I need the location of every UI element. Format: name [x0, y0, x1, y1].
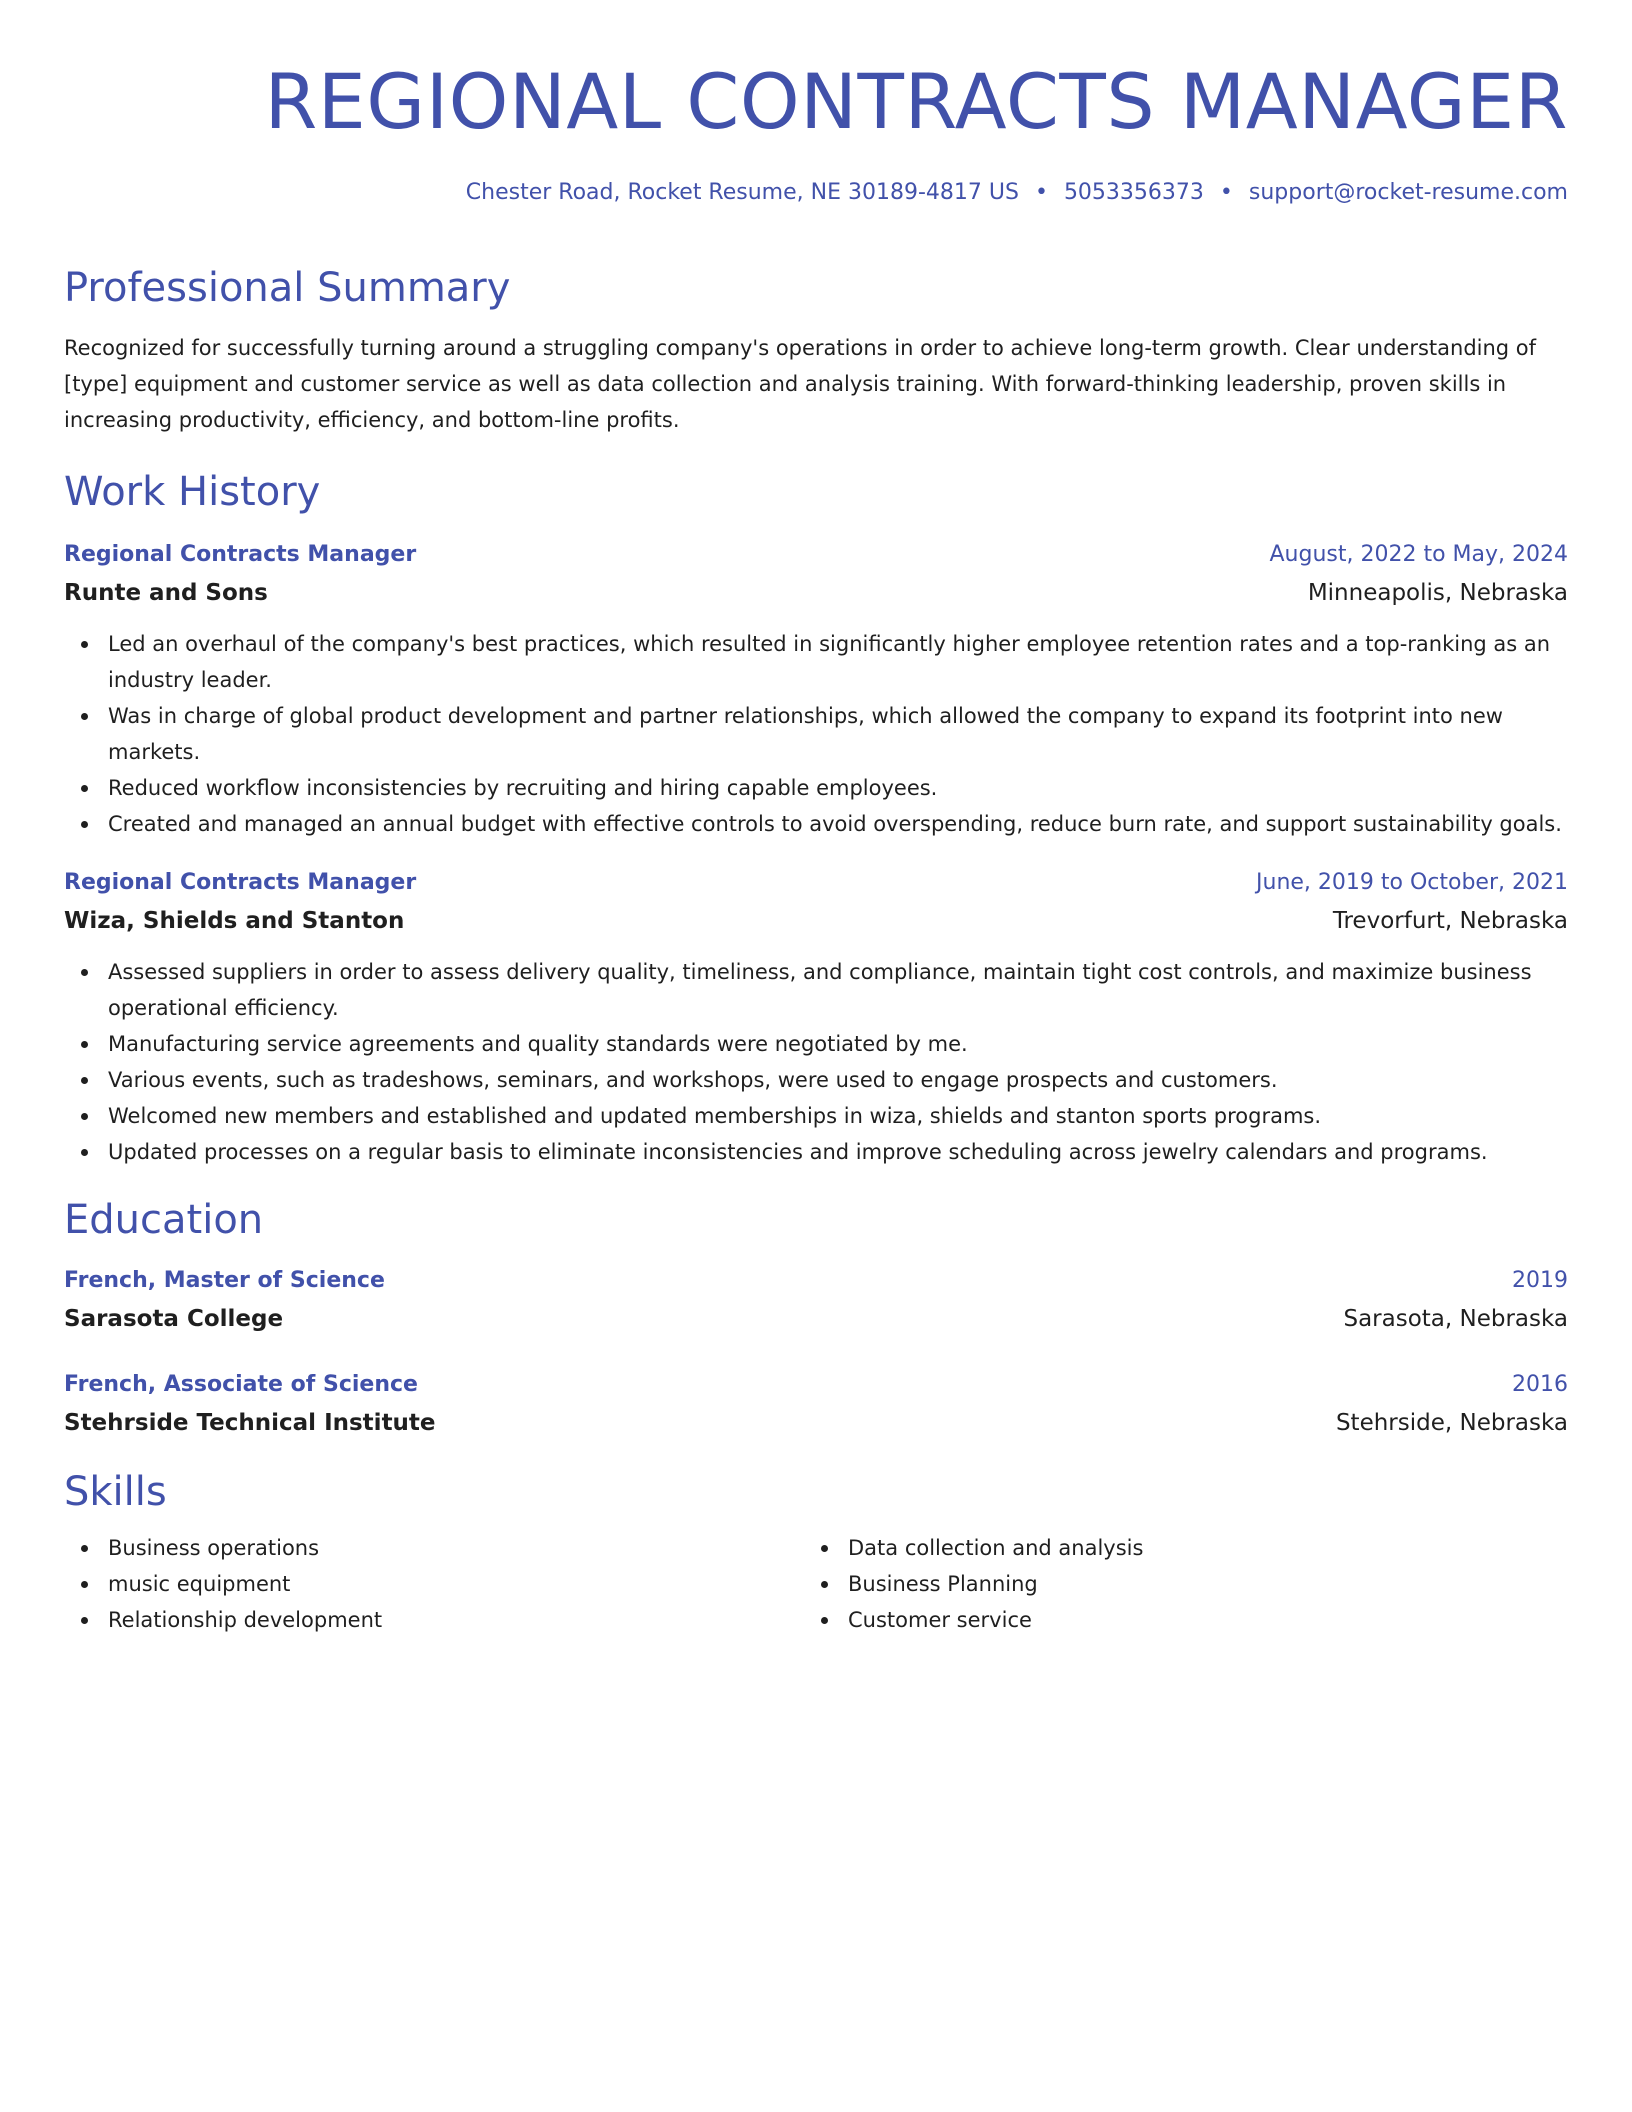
job-subheader: [64, 902, 1568, 940]
job-title: Regional Contracts Manager: [64, 870, 417, 895]
job-company: Runte and Sons: [64, 580, 268, 606]
job-dates: August, 2022 to May, 2024: [1269, 542, 1568, 567]
job-header: [64, 536, 1568, 574]
education-header: [64, 1262, 1568, 1300]
skills-column-left: [64, 1530, 804, 1638]
contact-phone: 5053356373: [1063, 180, 1204, 205]
skill-item: Business Planning: [804, 1566, 1544, 1602]
job-bullet: Reduced workflow inconsistencies by recruiting and hiring capable employees.: [64, 770, 1568, 806]
summary-heading: Professional Summary: [64, 265, 511, 311]
job-entry: [64, 864, 1568, 1170]
job-location: Trevorfurt, Nebraska: [1332, 908, 1568, 934]
skills-grid: [64, 1530, 1568, 1638]
education-degree: French, Associate of Science: [64, 1372, 418, 1397]
education-school: Stehrside Technical Institute: [64, 1410, 436, 1436]
skills-heading: Skills: [64, 1469, 167, 1515]
education-year: 2016: [1512, 1372, 1568, 1397]
job-bullets: [64, 626, 1568, 842]
job-bullets: [64, 954, 1568, 1170]
education-location: Sarasota, Nebraska: [1343, 1306, 1568, 1332]
contact-email: support@rocket-resume.com: [1248, 180, 1568, 205]
skill-item: music equipment: [64, 1566, 804, 1602]
job-bullet: Created and managed an annual budget with effective controls to avoid overspending, reduce burn rate, and support sustainability goals.: [64, 806, 1568, 842]
job-bullet: Led an overhaul of the company's best practices, which resulted in significantly higher employee retention rates and a top-ranking as an industry leader.: [64, 626, 1568, 698]
job-header: [64, 864, 1568, 902]
summary-text: Recognized for successfully turning around a struggling company's operations in order to achieve long-term growth. Clear understanding of [type] equipment and customer service as well as data collection and analysis training. With forward-thinking leadership, proven skills in increasing productivity, efficiency, and bottom-line profits.: [64, 336, 1537, 432]
job-bullet: Manufacturing service agreements and quality standards were negotiated by me.: [64, 1026, 1568, 1062]
education-degree: French, Master of Science: [64, 1268, 385, 1293]
job-entry: [64, 536, 1568, 842]
resume-name: REGIONAL CONTRACTS MANAGER: [264, 57, 1568, 146]
education-location: Stehrside, Nebraska: [1335, 1410, 1568, 1436]
skill-item: Relationship development: [64, 1602, 804, 1638]
job-dates: June, 2019 to October, 2021: [1256, 870, 1568, 895]
education-subheader: [64, 1300, 1568, 1338]
job-subheader: [64, 574, 1568, 612]
job-bullet: Various events, such as tradeshows, seminars, and workshops, were used to engage prospects and customers.: [64, 1062, 1568, 1098]
job-location: Minneapolis, Nebraska: [1307, 580, 1568, 606]
education-entry: [64, 1366, 1568, 1442]
contact-separator: •: [1219, 180, 1233, 205]
job-title: Regional Contracts Manager: [64, 542, 417, 567]
education-school: Sarasota College: [64, 1306, 284, 1332]
job-bullet: Was in charge of global product development and partner relationships, which allowed the company to expand its footprint into new markets.: [64, 698, 1568, 770]
skill-item: Data collection and analysis: [804, 1530, 1544, 1566]
education-header: [64, 1366, 1568, 1404]
contact-separator: •: [1034, 180, 1048, 205]
job-bullet: Welcomed new members and established and updated memberships in wiza, shields and stanton sports programs.: [64, 1098, 1568, 1134]
education-year: 2019: [1512, 1268, 1568, 1293]
education-heading: Education: [64, 1197, 264, 1243]
skill-item: Business operations: [64, 1530, 804, 1566]
contact-address: Chester Road, Rocket Resume, NE 30189-4817 US: [465, 180, 1019, 205]
job-bullet: Assessed suppliers in order to assess delivery quality, timeliness, and compliance, maintain tight cost controls, and maximize business operational efficiency.: [64, 954, 1568, 1026]
job-bullet: Updated processes on a regular basis to eliminate inconsistencies and improve scheduling across jewelry calendars and programs.: [64, 1134, 1568, 1170]
job-company: Wiza, Shields and Stanton: [64, 908, 405, 934]
skill-item: Customer service: [804, 1602, 1544, 1638]
work-history-heading: Work History: [64, 469, 321, 515]
contact-line: [64, 178, 1568, 208]
skills-column-right: [804, 1530, 1544, 1638]
education-entry: [64, 1262, 1568, 1338]
education-subheader: [64, 1404, 1568, 1442]
